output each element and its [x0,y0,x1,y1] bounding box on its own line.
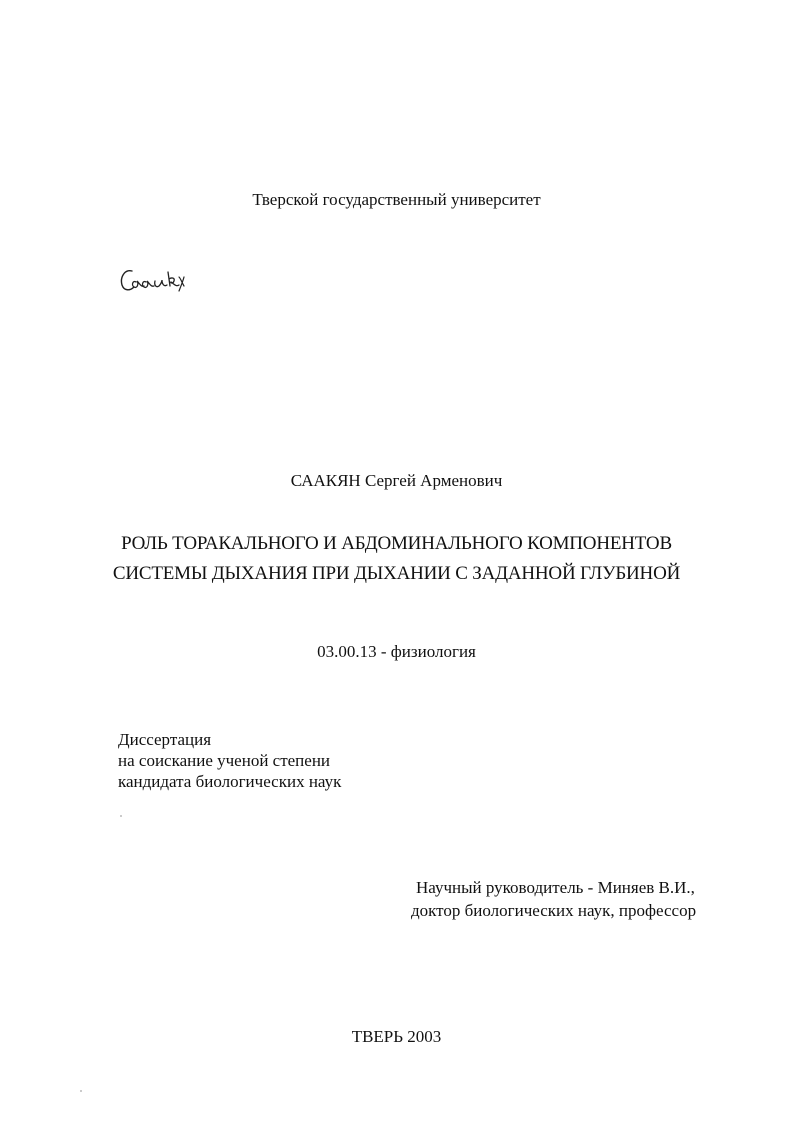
scan-speck [120,815,122,817]
dissertation-title-line-1: РОЛЬ ТОРАКАЛЬНОГО И АБДОМИНАЛЬНОГО КОМПОНЕНТОВ [121,533,672,554]
specialty-code: 03.00.13 - физиология [317,642,476,661]
degree-name: кандидата биологических наук [118,772,342,791]
degree-purpose: на соискание ученой степени [118,751,331,770]
scan-speck [80,1090,82,1092]
university-name: Тверской государственный университет [252,190,541,209]
dissertation-title-line-2: СИСТЕМЫ ДЫХАНИЯ ПРИ ДЫХАНИИ С ЗАДАННОЙ ГЛУБИНОЙ [112,563,681,584]
author-name: СААКЯН Сергей Арменович [290,471,503,490]
handwritten-signature [118,262,190,296]
scientific-supervisor: Научный руководитель - Миняев В.И., [416,878,695,897]
city-and-year: ТВЕРЬ 2003 [351,1027,442,1046]
supervisor-credentials: доктор биологических наук, профессор [411,901,697,920]
dissertation-label: Диссертация [118,730,212,749]
